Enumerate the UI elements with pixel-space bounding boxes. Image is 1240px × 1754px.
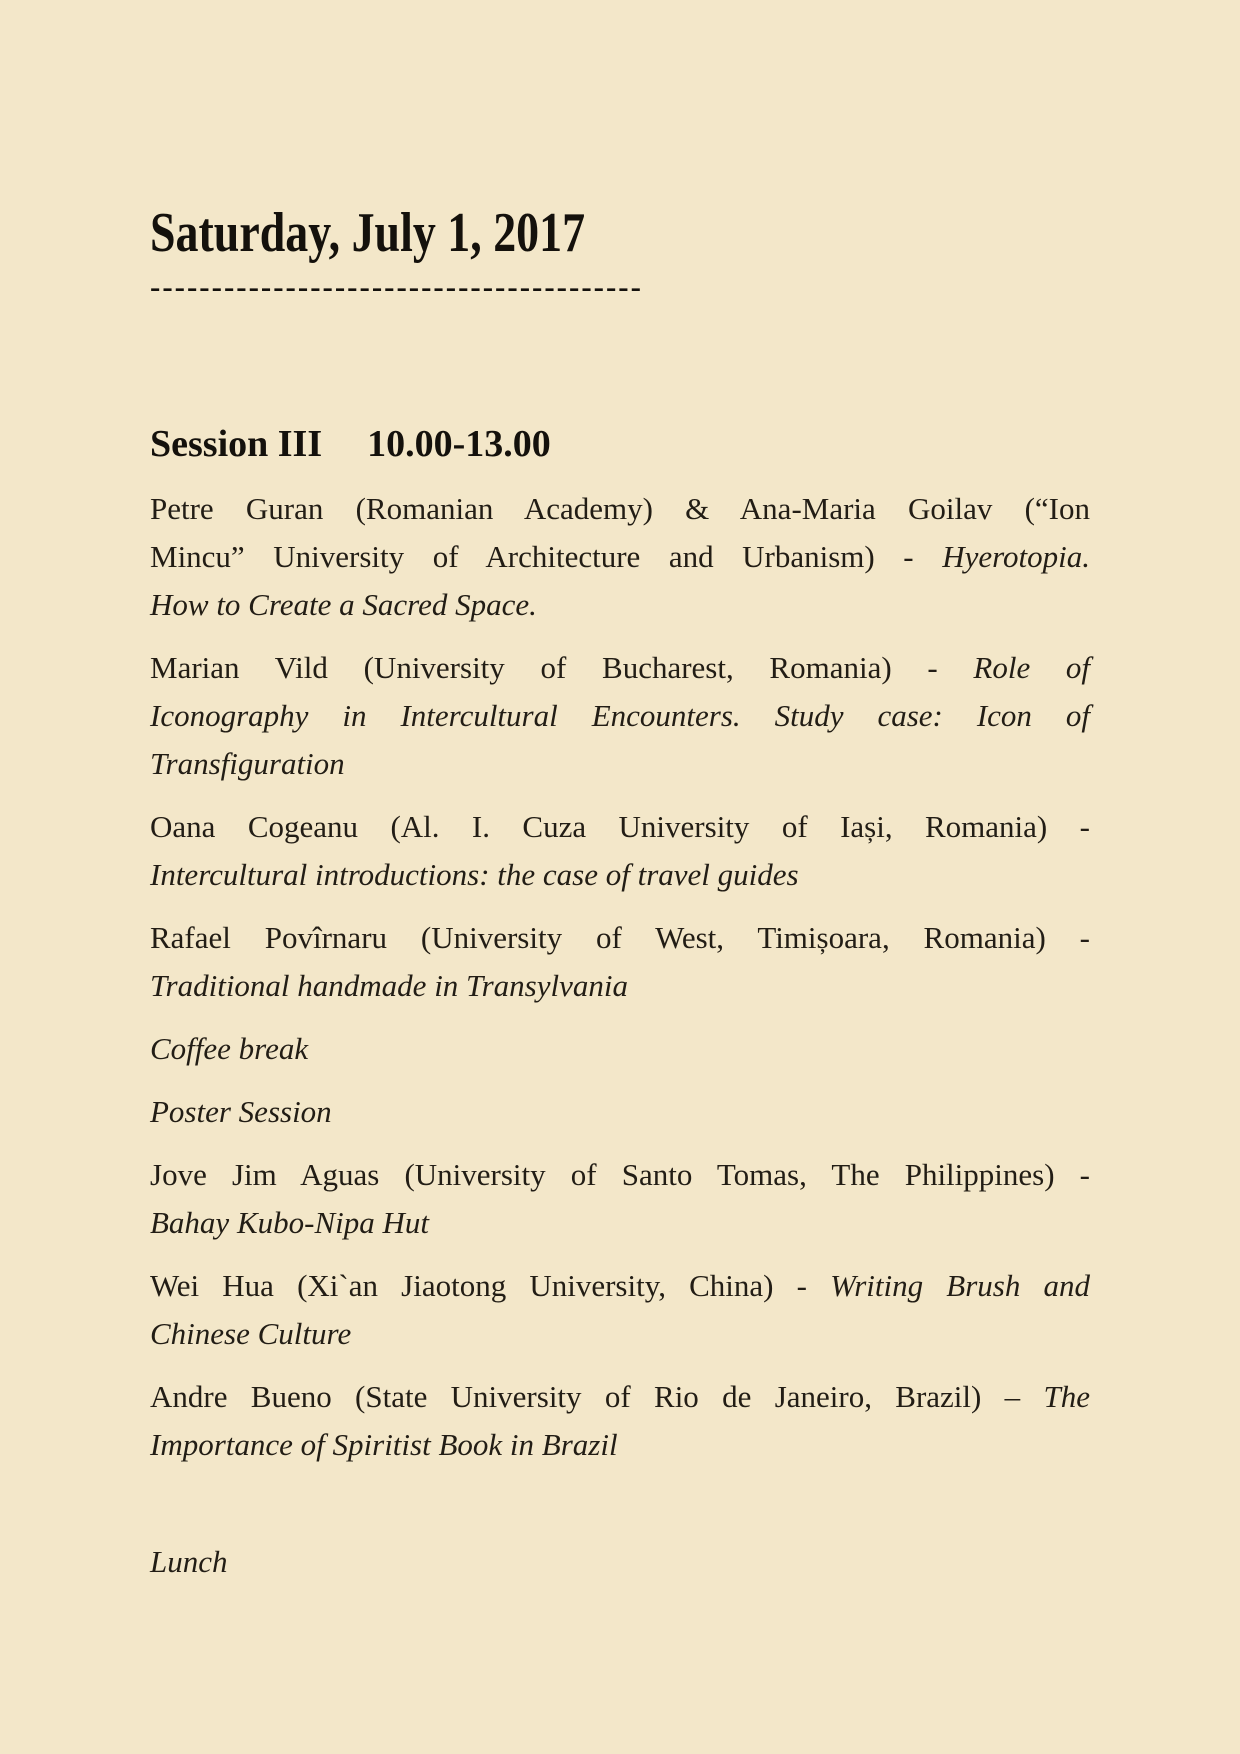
session-time: 10.00-13.00 (367, 423, 551, 465)
program-entry (150, 1262, 1090, 1358)
entry-line (150, 740, 1090, 788)
entry-line (150, 803, 1090, 851)
text-segment: Mincu” University of Architecture and Urbanism) - (150, 539, 943, 574)
text-segment: Wei Hua (Xi`an Jiaotong University, China) - (150, 1268, 831, 1303)
entry-line (150, 1310, 1090, 1358)
text-segment: Chinese Culture (150, 1316, 352, 1351)
entry-line (150, 1088, 1090, 1136)
text-segment: Hyerotopia. (942, 539, 1090, 574)
entry-line (150, 1199, 1090, 1247)
page-title: Saturday, July 1, 2017 (150, 202, 586, 264)
text-segment: Role of (973, 650, 1091, 685)
text-segment: Marian Vild (University of Bucharest, Romania) - (150, 650, 974, 685)
entry-line (150, 914, 1090, 962)
entry-line (150, 485, 1090, 533)
text-segment: Transfiguration (150, 746, 345, 781)
text-segment: Coffee break (150, 1031, 309, 1066)
program-entry (150, 1025, 1090, 1073)
program-entry (150, 914, 1090, 1010)
program-entry (150, 803, 1090, 899)
entry-line (150, 962, 1090, 1010)
text-segment: Importance of Spiritist Book in Brazil (150, 1427, 618, 1462)
entry-line (150, 1025, 1090, 1073)
entry-line (150, 644, 1090, 692)
text-segment: Petre Guran (Romanian Academy) & Ana-Maria Goilav (“Ion (150, 491, 1090, 526)
session-entries (150, 485, 1090, 1469)
program-entry (150, 1088, 1090, 1136)
entry-line (150, 692, 1090, 740)
text-segment: Rafael Povîrnaru (University of West, Timișoara, Romania) - (150, 920, 1090, 955)
text-segment: Bahay Kubo-Nipa Hut (150, 1205, 429, 1240)
entry-line (150, 1421, 1090, 1469)
divider-dashes: ---------------------------------------- (150, 269, 643, 304)
text-segment: Traditional handmade in Transylvania (150, 968, 628, 1003)
text-segment: Oana Cogeanu (Al. I. Cuza University of Iași, Romania) - (150, 809, 1090, 844)
lunch-label: Lunch (150, 1544, 228, 1579)
entry-line (150, 1262, 1090, 1310)
text-segment: Jove Jim Aguas (University of Santo Tomas, The Philippines) - (150, 1157, 1090, 1192)
entry-line (150, 533, 1090, 581)
text-segment: Intercultural introductions: the case of travel guides (150, 857, 799, 892)
text-segment: How to Create a Sacred Space. (150, 587, 537, 622)
text-segment: Iconography in Intercultural Encounters. Study case: Icon of (150, 698, 1090, 733)
text-segment: Andre Bueno (State University of Rio de Janeiro, Brazil) – (150, 1379, 1044, 1414)
session-heading (150, 422, 1090, 466)
text-segment: Poster Session (150, 1094, 332, 1129)
session-label: Session III (150, 423, 323, 465)
program-entry (150, 644, 1090, 788)
program-entry (150, 1373, 1090, 1469)
text-segment: The (1043, 1379, 1090, 1414)
entry-line (150, 1373, 1090, 1421)
text-segment: Writing Brush and (830, 1268, 1090, 1303)
entry-line (150, 1151, 1090, 1199)
entry-line (150, 581, 1090, 629)
entry-line (150, 851, 1090, 899)
program-entry (150, 485, 1090, 629)
program-entry (150, 1151, 1090, 1247)
